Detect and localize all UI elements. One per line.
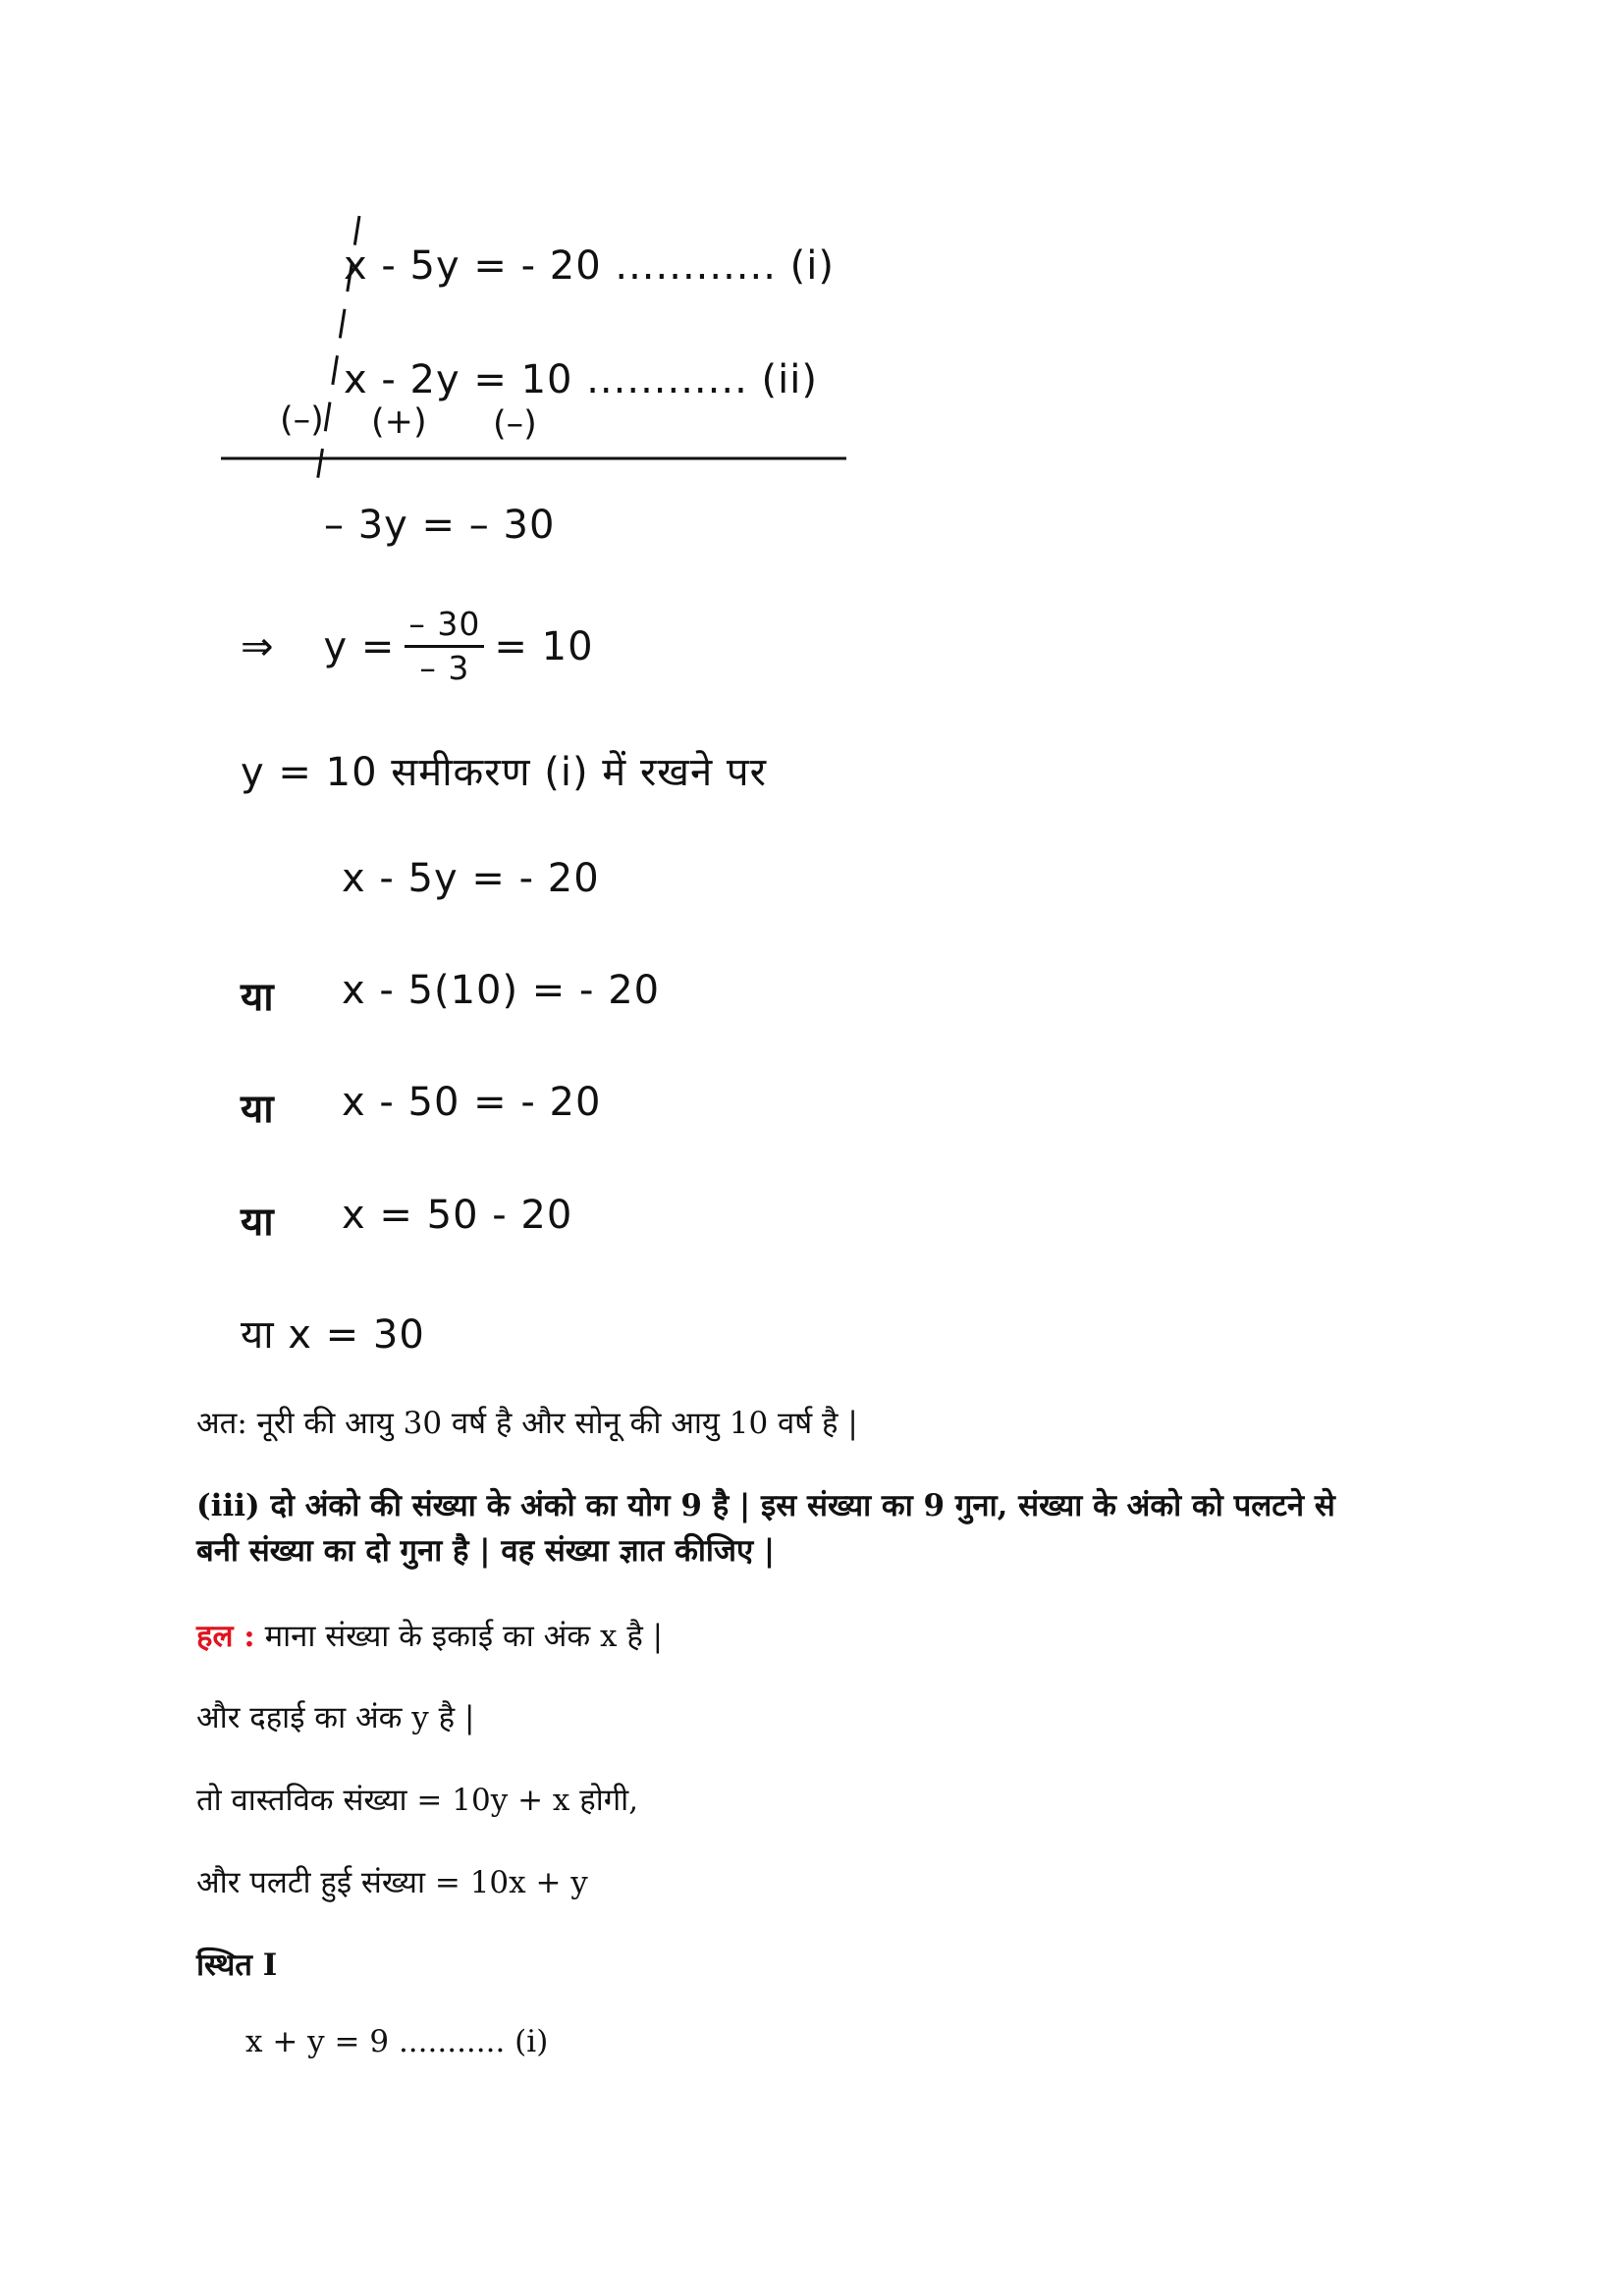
step-5: या x = 30 <box>241 1312 425 1358</box>
step-2: x - 5(10) = - 20 <box>342 968 661 1013</box>
elimination-lines <box>0 0 1623 589</box>
sign-const: (–) <box>493 404 537 444</box>
step-4-prefix: या <box>241 1200 275 1245</box>
elimination-result: – 3y = – 30 <box>324 503 556 548</box>
equation-ii: x - 2y = 10 ............ (ii) <box>344 357 818 402</box>
question-line-2: बनी संख्या का दो गुना है | वह संख्या ज्ञात कीजिए | <box>196 1533 776 1569</box>
solution-label: हल : <box>196 1619 255 1654</box>
step-3: x - 50 = - 20 <box>342 1080 602 1125</box>
solution-line-4: और पलटी हुई संख्या = 10x + y <box>196 1865 588 1900</box>
fraction-numerator: – 30 <box>405 604 484 648</box>
sign-y: (+) <box>371 402 427 442</box>
substitute-line: y = 10 समीकरण (i) में रखने पर <box>241 750 768 795</box>
solution-line-2: और दहाई का अंक y है | <box>196 1700 475 1735</box>
step-4: x = 50 - 20 <box>342 1193 573 1238</box>
solution-line-3: तो वास्तविक संख्या = 10y + x होगी, <box>196 1783 639 1818</box>
conclusion: अत: नूरी की आयु 30 वर्ष है और सोनू की आयु 10 वर्ष है | <box>196 1406 858 1441</box>
solution-line-1-row <box>196 1615 663 1656</box>
sign-x: (–) <box>280 400 324 440</box>
case-heading: स्थित I <box>196 1948 278 1983</box>
question-line-1: (iii) दो अंको की संख्या के अंको का योग 9 है | इस संख्या का 9 गुना, संख्या के अंको को पलटने से <box>196 1488 1335 1523</box>
step-2-prefix: या <box>241 975 275 1020</box>
fraction <box>405 604 484 689</box>
implies-symbol: ⇒ <box>241 623 275 669</box>
solution-line-1: माना संख्या के इकाई का अंक x है | <box>264 1619 664 1654</box>
equation-i: x - 5y = - 20 ............ (i) <box>344 243 835 289</box>
fraction-denominator: – 3 <box>419 649 470 687</box>
solve-y-lhs: y = <box>323 623 396 669</box>
solve-y-rhs: = 10 <box>494 623 594 669</box>
solve-y-line <box>241 604 594 689</box>
case-equation: x + y = 9 ........... (i) <box>245 2024 549 2059</box>
step-3-prefix: या <box>241 1087 275 1132</box>
step-1: x - 5y = - 20 <box>342 856 600 901</box>
